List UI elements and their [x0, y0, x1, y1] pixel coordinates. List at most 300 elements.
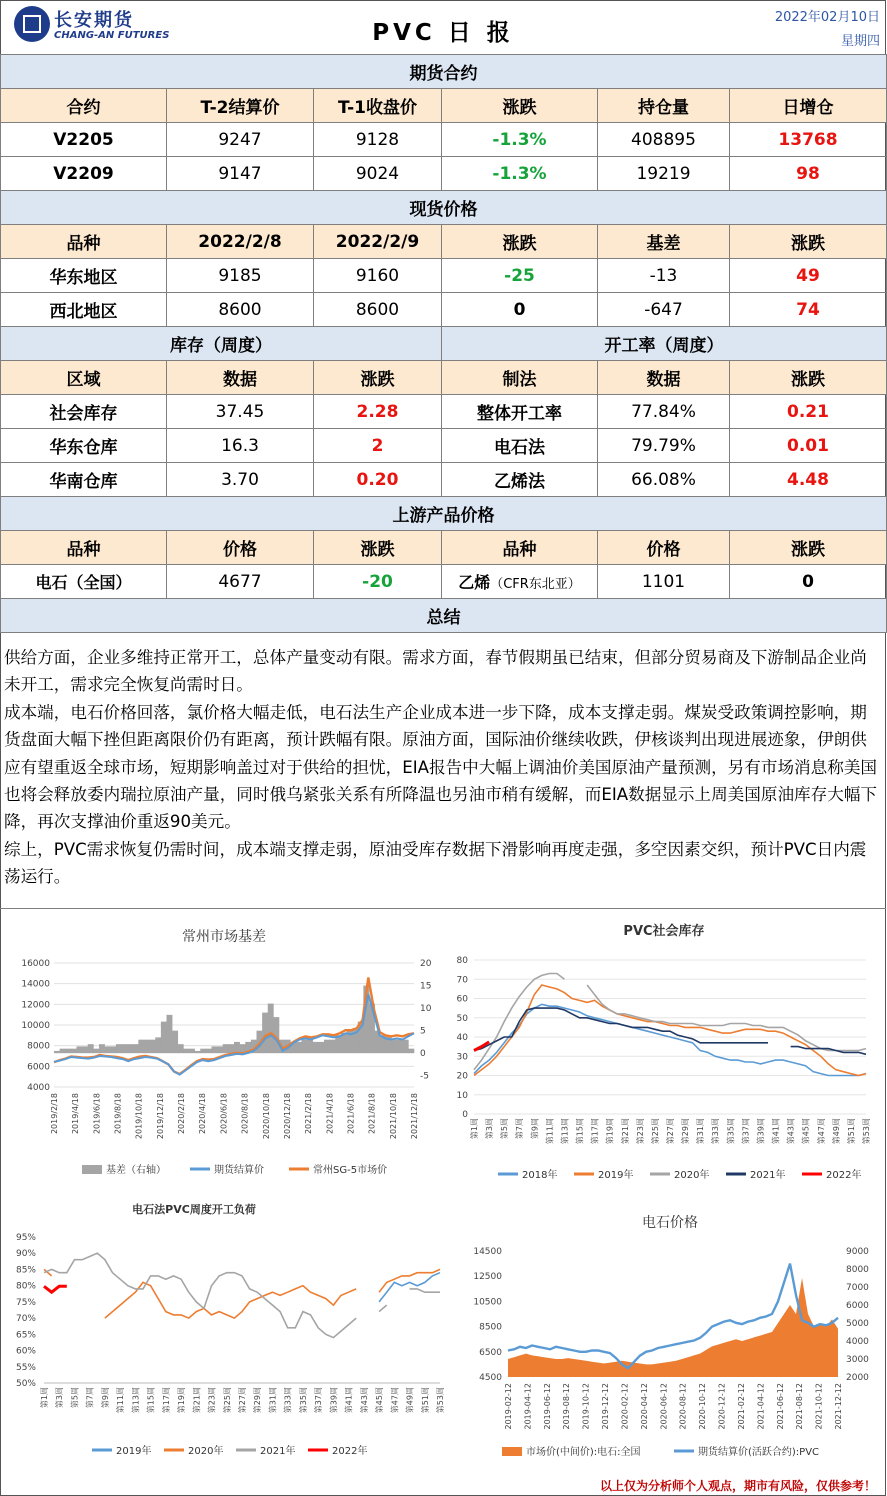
- col-date2: 2022/2/9: [314, 225, 442, 259]
- cell-change: 4.48: [730, 463, 887, 497]
- x-tick-label: 第5周: [500, 1118, 510, 1140]
- legend-item-label: 2021年: [750, 1170, 786, 1181]
- y-tick-label: 4500: [479, 1373, 502, 1383]
- x-tick-label: 第27周: [666, 1118, 675, 1145]
- x-tick-label: 第9周: [530, 1118, 540, 1140]
- col-change: 涨跌: [314, 361, 442, 395]
- col-region: 区域: [1, 361, 167, 395]
- cell-change: 0: [730, 565, 887, 599]
- x-tick-label: 2019/8/18: [113, 1093, 123, 1135]
- basis-bar: [189, 1049, 195, 1054]
- section-spot: 现货价格: [1, 191, 887, 225]
- y-tick-label: 50: [456, 1013, 468, 1024]
- cell-change: -25: [442, 259, 598, 293]
- basis-bar: [200, 1049, 206, 1054]
- x-tick-label: 第29周: [681, 1118, 691, 1145]
- y2-tick-label: 10: [420, 1004, 432, 1015]
- x-tick-label: 第25周: [222, 1387, 232, 1414]
- legend-item-label: 2020年: [188, 1446, 224, 1457]
- basis-bar: [302, 1040, 308, 1054]
- x-tick-label: 2019/2/18: [50, 1093, 59, 1135]
- basis-bar: [234, 1042, 240, 1053]
- cell-change: 2: [314, 429, 442, 463]
- x-tick-label: 第17周: [161, 1387, 171, 1414]
- col-variety: 品种: [442, 531, 598, 565]
- col-data: 数据: [598, 361, 730, 395]
- x-tick-label: 第53周: [862, 1118, 871, 1145]
- y-tick-label: 30: [456, 1052, 468, 1063]
- y-tick-label: 20: [456, 1071, 468, 1082]
- col-change: 涨跌: [730, 361, 887, 395]
- inventory-header-row: [1, 361, 887, 395]
- table-row: [1, 429, 887, 463]
- basis-bar: [105, 1046, 111, 1053]
- cell-change: -20: [314, 565, 442, 599]
- x-tick-label: 第23周: [635, 1118, 645, 1145]
- y-tick-label: 85%: [15, 1265, 36, 1276]
- x-tick-label: 2021-04-12: [756, 1383, 766, 1430]
- y-tick-label: 8000: [27, 1041, 50, 1052]
- x-tick-label: 2021/12/18: [410, 1093, 419, 1140]
- table-row: [1, 259, 887, 293]
- x-tick-label: 2019-06-12: [542, 1383, 552, 1430]
- disclaimer-footer: 以上仅为分析师个人观点，期市有风险，仅供参考！: [599, 1479, 876, 1493]
- col-process: 制法: [442, 361, 598, 395]
- basis-bar: [206, 1049, 212, 1054]
- basis-bar: [161, 1022, 167, 1054]
- x-tick-label: 第41周: [771, 1118, 781, 1145]
- x-tick-label: 第49周: [405, 1387, 415, 1414]
- x-tick-label: 第29周: [253, 1387, 263, 1414]
- col-t2-settle: T-2结算价: [167, 89, 314, 123]
- cell-region: 华南仓库: [1, 463, 167, 497]
- y-tick-label: 75%: [15, 1297, 36, 1308]
- x-tick-label: 第11周: [116, 1387, 126, 1414]
- x-tick-label: 2019/10/18: [134, 1093, 144, 1140]
- legend-item-label: 2021年: [260, 1446, 296, 1457]
- basis-bar: [313, 1042, 319, 1053]
- cell-process: 乙烯法: [442, 463, 598, 497]
- cell-change: 13768: [730, 123, 887, 157]
- basis-bar: [88, 1044, 94, 1053]
- series-line: [474, 1004, 866, 1075]
- x-tick-label: 第1周: [40, 1387, 49, 1409]
- divider: [0, 908, 886, 909]
- legend-carbide-swatch: [502, 1447, 522, 1456]
- basis-bar: [318, 1042, 324, 1053]
- legend-item-label: 2020年: [674, 1170, 710, 1181]
- basis-bar: [262, 1013, 268, 1054]
- section-operating: 开工率（周度）: [442, 327, 887, 361]
- chart-title: PVC社会库存: [623, 924, 705, 939]
- y2-tick-label: 5000: [846, 1319, 869, 1329]
- y-tick-label: 80: [456, 956, 468, 966]
- basis-bar: [228, 1044, 234, 1053]
- x-tick-label: 2021-12-12: [834, 1383, 843, 1430]
- legend-carbide-label: 市场价(中间价):电石:全国: [526, 1447, 641, 1458]
- x-tick-label: 第37周: [741, 1118, 751, 1145]
- chart-operating-rate: [4, 1195, 444, 1465]
- x-tick-label: 2021-02-12: [736, 1383, 746, 1430]
- y-tick-label: 60: [456, 994, 468, 1005]
- variety-note: （CFR东北亚）: [490, 577, 581, 592]
- x-tick-label: 第19周: [177, 1387, 187, 1414]
- basis-bar: [71, 1049, 77, 1054]
- summary-text: [4, 644, 882, 891]
- basis-bar: [212, 1046, 218, 1053]
- x-tick-label: 2019/6/18: [92, 1093, 102, 1135]
- y-tick-label: 90%: [15, 1249, 36, 1260]
- cell-value: -647: [598, 293, 730, 327]
- x-tick-label: 2020-06-12: [659, 1383, 669, 1430]
- y-tick-label: 0: [462, 1110, 468, 1120]
- cell-change: 0.20: [314, 463, 442, 497]
- x-tick-label: 第39周: [756, 1118, 766, 1145]
- x-tick-label: 2020/8/18: [240, 1093, 250, 1135]
- x-tick-label: 2020/12/18: [282, 1093, 292, 1140]
- x-tick-label: 第17周: [590, 1118, 600, 1145]
- basis-bar: [178, 1044, 184, 1053]
- cell-change: -1.3%: [442, 123, 598, 157]
- cell-region: 西北地区: [1, 293, 167, 327]
- y-tick-label: 70: [456, 975, 468, 986]
- y2-tick-label: 20: [420, 959, 432, 969]
- x-tick-label: 2019-12-12: [601, 1383, 611, 1430]
- cell-value: 4677: [167, 565, 314, 599]
- series-carbide-area: [508, 1278, 838, 1377]
- cell-change: 2.28: [314, 395, 442, 429]
- basis-bar: [268, 1004, 274, 1054]
- x-tick-label: 第21周: [620, 1118, 630, 1145]
- basis-bar: [77, 1046, 83, 1053]
- col-price: 价格: [598, 531, 730, 565]
- cell-variety: 电石（全国）: [1, 565, 167, 599]
- x-tick-label: 2020-04-12: [639, 1383, 649, 1430]
- summary-paragraph: 成本端，电石价格回落，氯价格大幅走低，电石法生产企业成本进一步下降，成本支撑走弱。煤炭受政策调控影响，期货盘面大幅下挫但距离限价仍有距离，预计跌幅有限。原油方面，国际油价继续收跌，伊核谈判出现进展迹象，伊朗供应有望重返全球市场，短期影响盖过对于供给的担忧，EIA报告中大幅上调油价美国原油产量预测，另有市场消息称美国也将会释放委内瑞拉原油产量，同时俄乌紧张关系有所降温也另油市稍有缓解，而EIA数据显示上周美国原油库存大幅下降，再次支撑油价重返90美元。: [4, 702, 878, 832]
- basis-bar: [82, 1046, 88, 1053]
- upstream-header-row: [1, 531, 887, 565]
- y-tick-label: 12000: [21, 1000, 50, 1011]
- x-tick-label: 2019-02-12: [504, 1383, 513, 1430]
- logo-english: CHANG-AN FUTURES: [54, 30, 170, 41]
- basis-bar: [217, 1046, 223, 1053]
- legend-futures-label: 期货结算价: [214, 1165, 264, 1176]
- x-tick-label: 2019-08-12: [562, 1383, 572, 1430]
- x-tick-label: 第47周: [816, 1118, 826, 1145]
- y2-tick-label: 0: [420, 1049, 426, 1060]
- basis-bar: [296, 1042, 302, 1053]
- col-change: 涨跌: [442, 225, 598, 259]
- x-tick-label: 第19周: [605, 1118, 615, 1145]
- col-contract: 合约: [1, 89, 167, 123]
- basis-bar: [110, 1046, 116, 1053]
- futures-header-row: [1, 89, 887, 123]
- y-tick-label: 6500: [479, 1347, 502, 1358]
- basis-bar: [122, 1044, 128, 1053]
- basis-bar: [183, 1049, 189, 1054]
- x-tick-label: 第49周: [831, 1118, 841, 1145]
- legend-item-label: 2018年: [522, 1170, 558, 1181]
- col-open-interest: 持仓量: [598, 89, 730, 123]
- cell-change: 98: [730, 157, 887, 191]
- basis-bar: [403, 1040, 409, 1054]
- cell-value: 77.84%: [598, 395, 730, 429]
- chart-carbide-price: [446, 1205, 882, 1467]
- y2-tick-label: 7000: [846, 1283, 869, 1293]
- cell-region: 华东仓库: [1, 429, 167, 463]
- x-tick-label: 第7周: [85, 1387, 95, 1409]
- x-tick-label: 第37周: [314, 1387, 324, 1414]
- y-tick-label: 65%: [15, 1330, 36, 1341]
- y-tick-label: 80%: [15, 1281, 36, 1292]
- col-basis-change: 涨跌: [730, 225, 887, 259]
- table-row: [1, 463, 887, 497]
- x-tick-label: 第45周: [375, 1387, 385, 1414]
- summary-paragraph: 供给方面，企业多维持正常开工，总体产量变动有限。需求方面，春节假期虽已结束，但部分贸易商及下游制品企业尚未开工，需求完全恢复尚需时日。: [4, 648, 867, 695]
- cell-value: 8600: [314, 293, 442, 327]
- x-tick-label: 2020/10/18: [261, 1093, 271, 1140]
- x-tick-label: 第13周: [131, 1387, 141, 1414]
- chart-title: 常州市场基差: [182, 929, 266, 945]
- y2-tick-label: 15: [420, 981, 432, 992]
- cell-value: 9024: [314, 157, 442, 191]
- x-tick-label: 2019/4/18: [71, 1093, 81, 1135]
- col-variety: 品种: [1, 531, 167, 565]
- x-tick-label: 2021-08-12: [795, 1383, 805, 1430]
- chart-title: 电石法PVC周度开工负荷: [132, 1203, 256, 1216]
- basis-bar: [150, 1040, 156, 1054]
- x-tick-label: 2021/4/18: [325, 1093, 335, 1135]
- x-tick-label: 第11周: [545, 1118, 555, 1145]
- x-tick-label: 第51周: [420, 1387, 430, 1414]
- x-tick-label: 2019-10-12: [581, 1383, 591, 1430]
- x-tick-label: 2020/4/18: [198, 1093, 208, 1135]
- basis-bar: [195, 1051, 201, 1053]
- basis-bar: [392, 1040, 398, 1054]
- table-row: [1, 395, 887, 429]
- x-tick-label: 第1周: [470, 1118, 479, 1140]
- legend-item-label: 2019年: [116, 1446, 152, 1457]
- cell-value: 9147: [167, 157, 314, 191]
- x-tick-label: 2020/2/18: [177, 1093, 187, 1135]
- cell-value: 408895: [598, 123, 730, 157]
- y-tick-label: 6000: [27, 1062, 50, 1073]
- cell-value: 66.08%: [598, 463, 730, 497]
- cell-value: 9185: [167, 259, 314, 293]
- series-line: [379, 1273, 440, 1302]
- cell-value: 16.3: [167, 429, 314, 463]
- cell-variety: [442, 565, 598, 599]
- col-date1: 2022/2/8: [167, 225, 314, 259]
- legend-basis-label: 基差（右轴）: [106, 1165, 166, 1176]
- legend-changzhou-label: 常州SG-5市场价: [313, 1165, 388, 1176]
- report-header: [0, 0, 886, 54]
- basis-bar: [99, 1044, 105, 1053]
- y-tick-label: 10: [456, 1090, 468, 1101]
- basis-bar: [172, 1031, 178, 1054]
- x-tick-label: 第41周: [344, 1387, 354, 1414]
- date-text: 2022年02月10日: [774, 10, 880, 25]
- x-tick-label: 第23周: [207, 1387, 217, 1414]
- series-line: [44, 1253, 440, 1337]
- y-tick-label: 55%: [15, 1362, 36, 1373]
- basis-bar: [397, 1040, 403, 1054]
- x-tick-label: 2021-06-12: [775, 1383, 785, 1430]
- x-tick-label: 2019/12/18: [155, 1093, 165, 1140]
- section-futures: 期货合约: [1, 55, 887, 89]
- legend-pvc-label: 期货结算价(活跃合约):PVC: [698, 1447, 820, 1458]
- basis-bar: [65, 1049, 71, 1054]
- basis-bar: [133, 1044, 139, 1053]
- cell-value: 37.45: [167, 395, 314, 429]
- x-tick-label: 2021/2/18: [304, 1093, 314, 1135]
- cell-change: 0.01: [730, 429, 887, 463]
- x-tick-label: 第15周: [575, 1118, 585, 1145]
- basis-bar: [408, 1049, 414, 1054]
- x-tick-label: 第21周: [192, 1387, 202, 1414]
- y-tick-label: 70%: [15, 1314, 36, 1325]
- x-tick-label: 第43周: [359, 1387, 369, 1414]
- x-tick-label: 第13周: [560, 1118, 570, 1145]
- logo-chinese: 长安期货: [54, 10, 134, 31]
- legend-item-label: 2019年: [598, 1170, 634, 1181]
- basis-bar: [307, 1040, 313, 1054]
- y-tick-label: 10500: [473, 1297, 502, 1308]
- x-tick-label: 第47周: [390, 1387, 400, 1414]
- y2-tick-label: 5: [420, 1026, 426, 1037]
- y-tick-label: 40: [456, 1033, 468, 1043]
- y-tick-label: 14500: [473, 1247, 502, 1257]
- table-row: [1, 157, 887, 191]
- y2-tick-label: 8000: [846, 1265, 869, 1275]
- x-tick-label: 2020-10-12: [698, 1383, 708, 1430]
- col-change: 涨跌: [442, 89, 598, 123]
- series-line: [474, 974, 866, 1070]
- x-tick-label: 2019-04-12: [523, 1383, 533, 1430]
- page-title: PVC 日 报: [372, 20, 514, 46]
- cell-value: 9128: [314, 123, 442, 157]
- x-tick-label: 2021/6/18: [346, 1093, 356, 1135]
- basis-bar: [155, 1037, 161, 1053]
- y2-tick-label: 6000: [846, 1301, 869, 1311]
- basis-bar: [116, 1044, 122, 1053]
- y-tick-label: 8500: [479, 1322, 502, 1333]
- cell-value: -13: [598, 259, 730, 293]
- y2-tick-label: 3000: [846, 1355, 869, 1365]
- cell-value: 9247: [167, 123, 314, 157]
- x-tick-label: 第33周: [283, 1387, 293, 1414]
- cell-process: 电石法: [442, 429, 598, 463]
- chart-pvc-social-inventory: [446, 915, 882, 1185]
- cell-value: 79.79%: [598, 429, 730, 463]
- y-tick-label: 4000: [27, 1083, 50, 1093]
- y-tick-label: 95%: [15, 1233, 36, 1243]
- chart-changzhou-basis: [4, 915, 444, 1185]
- futures-table: [0, 54, 887, 633]
- section-upstream: 上游产品价格: [1, 497, 887, 531]
- basis-bar: [93, 1049, 99, 1054]
- x-tick-label: 2020-08-12: [678, 1383, 688, 1430]
- summary-paragraph: 综上，PVC需求恢复仍需时间，成本端支撑走弱，原油受库存数据下滑影响再度走强，多空因素交织，预计PVC日内震荡运行。: [4, 839, 867, 887]
- legend-item-label: 2022年: [826, 1170, 862, 1181]
- col-t1-close: T-1收盘价: [314, 89, 442, 123]
- y2-tick-label: 2000: [846, 1373, 869, 1383]
- basis-bar: [324, 1040, 330, 1054]
- x-tick-label: 第35周: [298, 1387, 308, 1414]
- x-tick-label: 2021/8/18: [367, 1093, 377, 1135]
- series-line: [474, 1008, 866, 1054]
- x-tick-label: 第9周: [100, 1387, 110, 1409]
- weekday-text: 星期四: [840, 34, 880, 49]
- basis-bar: [138, 1040, 144, 1054]
- table-row: [1, 293, 887, 327]
- col-variety: 品种: [1, 225, 167, 259]
- cell-value: 1101: [598, 565, 730, 599]
- table-row: [1, 565, 887, 599]
- y-tick-label: 50%: [15, 1379, 36, 1389]
- table-row: [1, 123, 887, 157]
- cell-process: 整体开工率: [442, 395, 598, 429]
- x-tick-label: 第27周: [238, 1387, 247, 1414]
- x-tick-label: 第7周: [515, 1118, 525, 1140]
- x-tick-label: 第35周: [726, 1118, 736, 1145]
- cell-change: 0.21: [730, 395, 887, 429]
- basis-bar: [54, 1051, 60, 1053]
- cell-value: 3.70: [167, 463, 314, 497]
- x-tick-label: 2020/6/18: [219, 1093, 229, 1135]
- cell-value: 19219: [598, 157, 730, 191]
- section-inventory: 库存（周度）: [1, 327, 442, 361]
- y-tick-label: 12500: [473, 1272, 502, 1283]
- section-summary: 总结: [1, 599, 887, 633]
- basis-bar: [127, 1044, 133, 1053]
- cell-contract: V2209: [1, 157, 167, 191]
- col-price: 价格: [167, 531, 314, 565]
- x-tick-label: 第33周: [711, 1118, 721, 1145]
- basis-bar: [167, 1015, 173, 1053]
- y-tick-label: 14000: [21, 979, 50, 990]
- cell-change: 74: [730, 293, 887, 327]
- x-tick-label: 2021/10/18: [388, 1093, 398, 1140]
- col-change: 涨跌: [730, 531, 887, 565]
- spot-header-row: [1, 225, 887, 259]
- variety-name: 乙烯: [458, 573, 491, 592]
- cell-value: 8600: [167, 293, 314, 327]
- cell-change: -1.3%: [442, 157, 598, 191]
- x-tick-label: 第53周: [436, 1387, 445, 1414]
- x-tick-label: 第15周: [146, 1387, 156, 1414]
- y-tick-label: 16000: [21, 959, 50, 969]
- x-tick-label: 第3周: [485, 1118, 495, 1140]
- col-daily-oi-change: 日增仓: [730, 89, 887, 123]
- x-tick-label: 第3周: [55, 1387, 65, 1409]
- cell-value: 9160: [314, 259, 442, 293]
- y-tick-label: 10000: [21, 1021, 50, 1031]
- x-tick-label: 第5周: [70, 1387, 80, 1409]
- cell-region: 华东地区: [1, 259, 167, 293]
- x-tick-label: 第45周: [801, 1118, 811, 1145]
- cell-change: 49: [730, 259, 887, 293]
- cell-region: 社会库存: [1, 395, 167, 429]
- x-tick-label: 第51周: [846, 1118, 856, 1145]
- y-tick-label: 60%: [15, 1346, 36, 1357]
- basis-bar: [330, 1040, 336, 1054]
- legend-item-label: 2022年: [332, 1446, 368, 1457]
- x-tick-label: 第31周: [268, 1387, 278, 1414]
- basis-bar: [144, 1040, 150, 1054]
- cell-change: 0: [442, 293, 598, 327]
- series-line: [44, 1286, 67, 1292]
